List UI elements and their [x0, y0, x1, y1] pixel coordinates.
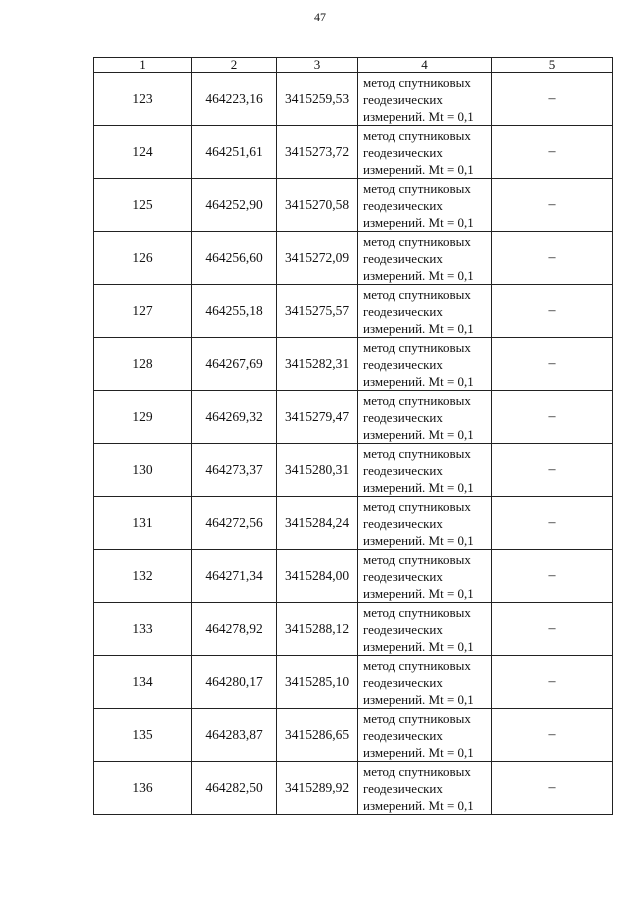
method-line: измерений. Mt = 0,1: [363, 638, 474, 654]
table-row: [94, 126, 613, 179]
point-number-cell: 124: [94, 126, 192, 179]
header-col-3: 3: [277, 58, 358, 73]
method-cell: [358, 73, 492, 126]
table-row: [94, 444, 613, 497]
method-line: измерений. Mt = 0,1: [363, 691, 474, 707]
method-line: геодезических: [363, 144, 443, 160]
table-body: [94, 73, 613, 815]
header-col-2: 2: [192, 58, 277, 73]
method-line: геодезических: [363, 409, 443, 425]
header-col-5: 5: [492, 58, 613, 73]
y-coordinate-cell: 3415275,57: [277, 285, 358, 338]
y-coordinate-cell: 3415272,09: [277, 232, 358, 285]
y-coordinate-cell: 3415286,65: [277, 709, 358, 762]
point-number-cell: 135: [94, 709, 192, 762]
method-line: метод спутниковых: [363, 498, 471, 514]
method-line: геодезических: [363, 356, 443, 372]
point-number-cell: 129: [94, 391, 192, 444]
x-coordinate-cell: 464255,18: [192, 285, 277, 338]
note-cell: –: [492, 338, 613, 391]
method-line: метод спутниковых: [363, 710, 471, 726]
coordinates-table: [93, 57, 613, 815]
y-coordinate-cell: 3415259,53: [277, 73, 358, 126]
table-header: [94, 58, 613, 73]
y-coordinate-cell: 3415288,12: [277, 603, 358, 656]
method-line: измерений. Mt = 0,1: [363, 532, 474, 548]
method-cell: [358, 338, 492, 391]
table-row: [94, 285, 613, 338]
y-coordinate-cell: 3415279,47: [277, 391, 358, 444]
y-coordinate-cell: 3415270,58: [277, 179, 358, 232]
method-cell: [358, 550, 492, 603]
method-line: метод спутниковых: [363, 74, 471, 90]
x-coordinate-cell: 464269,32: [192, 391, 277, 444]
point-number-cell: 133: [94, 603, 192, 656]
x-coordinate-cell: 464283,87: [192, 709, 277, 762]
table-row: [94, 709, 613, 762]
method-line: измерений. Mt = 0,1: [363, 267, 474, 283]
x-coordinate-cell: 464223,16: [192, 73, 277, 126]
method-line: метод спутниковых: [363, 127, 471, 143]
method-cell: [358, 603, 492, 656]
note-cell: –: [492, 762, 613, 815]
note-cell: –: [492, 73, 613, 126]
method-cell: [358, 656, 492, 709]
method-line: измерений. Mt = 0,1: [363, 797, 474, 813]
point-number-cell: 126: [94, 232, 192, 285]
table-row: [94, 603, 613, 656]
x-coordinate-cell: 464278,92: [192, 603, 277, 656]
method-line: геодезических: [363, 727, 443, 743]
method-line: измерений. Mt = 0,1: [363, 585, 474, 601]
table-row: [94, 232, 613, 285]
page-number: 47: [314, 10, 326, 24]
y-coordinate-cell: 3415280,31: [277, 444, 358, 497]
note-cell: –: [492, 656, 613, 709]
point-number-cell: 134: [94, 656, 192, 709]
method-line: измерений. Mt = 0,1: [363, 108, 474, 124]
method-line: измерений. Mt = 0,1: [363, 320, 474, 336]
table-row: [94, 497, 613, 550]
point-number-cell: 123: [94, 73, 192, 126]
x-coordinate-cell: 464273,37: [192, 444, 277, 497]
method-cell: [358, 179, 492, 232]
x-coordinate-cell: 464280,17: [192, 656, 277, 709]
method-line: геодезических: [363, 197, 443, 213]
table-row: [94, 762, 613, 815]
method-line: метод спутниковых: [363, 233, 471, 249]
note-cell: –: [492, 232, 613, 285]
point-number-cell: 136: [94, 762, 192, 815]
table-row: [94, 179, 613, 232]
x-coordinate-cell: 464271,34: [192, 550, 277, 603]
note-cell: –: [492, 126, 613, 179]
method-cell: [358, 497, 492, 550]
y-coordinate-cell: 3415273,72: [277, 126, 358, 179]
table-row: [94, 391, 613, 444]
method-line: метод спутниковых: [363, 392, 471, 408]
note-cell: –: [492, 709, 613, 762]
note-cell: –: [492, 550, 613, 603]
method-line: геодезических: [363, 674, 443, 690]
method-line: измерений. Mt = 0,1: [363, 373, 474, 389]
method-line: измерений. Mt = 0,1: [363, 161, 474, 177]
note-cell: –: [492, 179, 613, 232]
method-line: метод спутниковых: [363, 551, 471, 567]
method-cell: [358, 285, 492, 338]
method-line: геодезических: [363, 621, 443, 637]
x-coordinate-cell: 464256,60: [192, 232, 277, 285]
method-line: геодезических: [363, 515, 443, 531]
table-row: [94, 550, 613, 603]
method-cell: [358, 762, 492, 815]
method-line: измерений. Mt = 0,1: [363, 479, 474, 495]
method-line: измерений. Mt = 0,1: [363, 214, 474, 230]
note-cell: –: [492, 603, 613, 656]
y-coordinate-cell: 3415282,31: [277, 338, 358, 391]
method-line: геодезических: [363, 462, 443, 478]
method-cell: [358, 126, 492, 179]
method-cell: [358, 232, 492, 285]
table-row: [94, 656, 613, 709]
method-line: метод спутниковых: [363, 445, 471, 461]
point-number-cell: 131: [94, 497, 192, 550]
method-line: геодезических: [363, 780, 443, 796]
method-cell: [358, 391, 492, 444]
point-number-cell: 125: [94, 179, 192, 232]
method-line: измерений. Mt = 0,1: [363, 744, 474, 760]
note-cell: –: [492, 497, 613, 550]
note-cell: –: [492, 391, 613, 444]
method-line: метод спутниковых: [363, 657, 471, 673]
method-cell: [358, 444, 492, 497]
table-row: [94, 338, 613, 391]
y-coordinate-cell: 3415284,00: [277, 550, 358, 603]
note-cell: –: [492, 444, 613, 497]
note-cell: –: [492, 285, 613, 338]
x-coordinate-cell: 464282,50: [192, 762, 277, 815]
method-line: геодезических: [363, 250, 443, 266]
table-row: [94, 73, 613, 126]
method-line: измерений. Mt = 0,1: [363, 426, 474, 442]
header-col-1: 1: [94, 58, 192, 73]
method-line: геодезических: [363, 91, 443, 107]
x-coordinate-cell: 464272,56: [192, 497, 277, 550]
point-number-cell: 130: [94, 444, 192, 497]
method-line: геодезических: [363, 568, 443, 584]
x-coordinate-cell: 464252,90: [192, 179, 277, 232]
method-line: метод спутниковых: [363, 286, 471, 302]
method-line: метод спутниковых: [363, 604, 471, 620]
x-coordinate-cell: 464267,69: [192, 338, 277, 391]
point-number-cell: 132: [94, 550, 192, 603]
header-row: [94, 58, 613, 73]
method-line: метод спутниковых: [363, 339, 471, 355]
method-line: метод спутниковых: [363, 180, 471, 196]
method-line: геодезических: [363, 303, 443, 319]
header-col-4: 4: [358, 58, 492, 73]
point-number-cell: 128: [94, 338, 192, 391]
y-coordinate-cell: 3415284,24: [277, 497, 358, 550]
method-cell: [358, 709, 492, 762]
y-coordinate-cell: 3415285,10: [277, 656, 358, 709]
x-coordinate-cell: 464251,61: [192, 126, 277, 179]
point-number-cell: 127: [94, 285, 192, 338]
y-coordinate-cell: 3415289,92: [277, 762, 358, 815]
method-line: метод спутниковых: [363, 763, 471, 779]
